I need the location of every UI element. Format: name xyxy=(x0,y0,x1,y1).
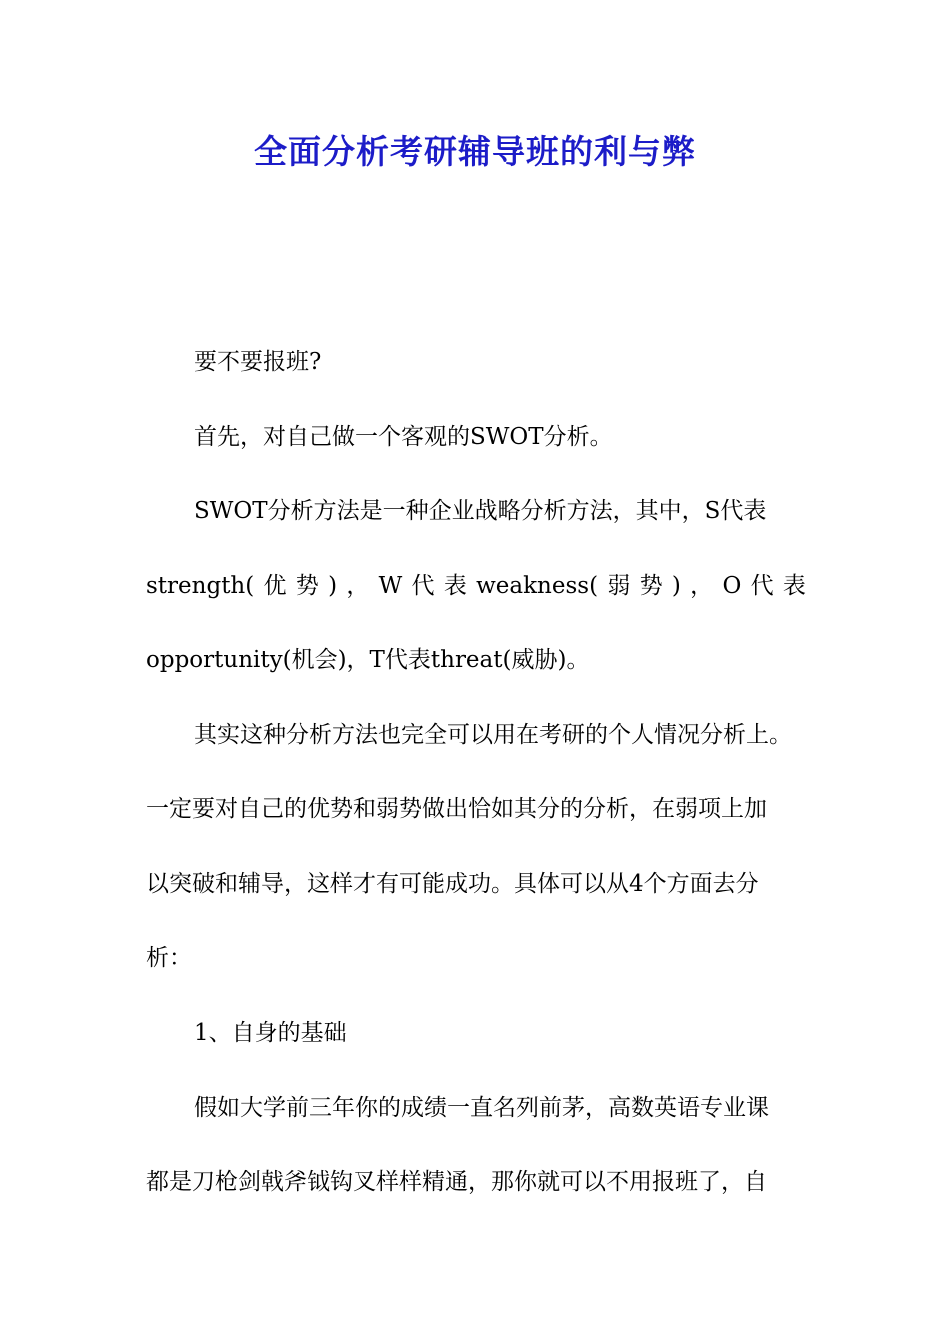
paragraph-foundation-line-1: 假如大学前三年你的成绩一直名列前茅，高数英语专业课 xyxy=(194,1095,769,1121)
swot-token: strength( xyxy=(146,573,255,599)
swot-token: 弱 xyxy=(607,573,631,599)
swot-token: O xyxy=(722,573,742,599)
swot-token: ) xyxy=(671,573,681,599)
paragraph-foundation-line-2: 都是刀枪剑戟斧钺钩叉样样精通，那你就可以不用报班了，自 xyxy=(146,1169,767,1195)
swot-token: 表 xyxy=(782,573,806,599)
paragraph-question: 要不要报班? xyxy=(194,349,322,375)
swot-token: ) xyxy=(328,573,338,599)
swot-token: 优 xyxy=(263,573,287,599)
paragraph-swot-intro: 首先，对自己做一个客观的SWOT分析。 xyxy=(194,424,613,450)
swot-token: W xyxy=(378,573,403,599)
paragraph-swot-definition-line-3: opportunity(机会)，T代表threat(威胁)。 xyxy=(146,647,590,673)
paragraph-analysis-line-1: 其实这种分析方法也完全可以用在考研的个人情况分析上。 xyxy=(194,722,792,748)
paragraph-analysis-line-4: 析： xyxy=(146,945,192,971)
swot-token: ， xyxy=(690,573,714,599)
paragraph-analysis-line-2: 一定要对自己的优势和弱势做出恰如其分的分析，在弱项上加 xyxy=(146,796,767,822)
swot-token: weakness( xyxy=(476,573,599,599)
swot-token: 代 xyxy=(750,573,774,599)
paragraph-swot-definition-line-2 xyxy=(146,566,806,606)
swot-token: 势 xyxy=(295,573,319,599)
swot-token: 势 xyxy=(639,573,663,599)
swot-token: ， xyxy=(346,573,370,599)
paragraph-analysis-line-3: 以突破和辅导，这样才有可能成功。具体可以从4个方面去分 xyxy=(146,871,759,897)
paragraph-swot-definition-line-1: SWOT分析方法是一种企业战略分析方法，其中，S代表 xyxy=(194,498,767,524)
document-title: 全面分析考研辅导班的利与弊 xyxy=(254,132,696,171)
swot-token: 表 xyxy=(443,573,467,599)
section-heading-foundation: 1、自身的基础 xyxy=(194,1020,347,1046)
swot-token: 代 xyxy=(411,573,435,599)
